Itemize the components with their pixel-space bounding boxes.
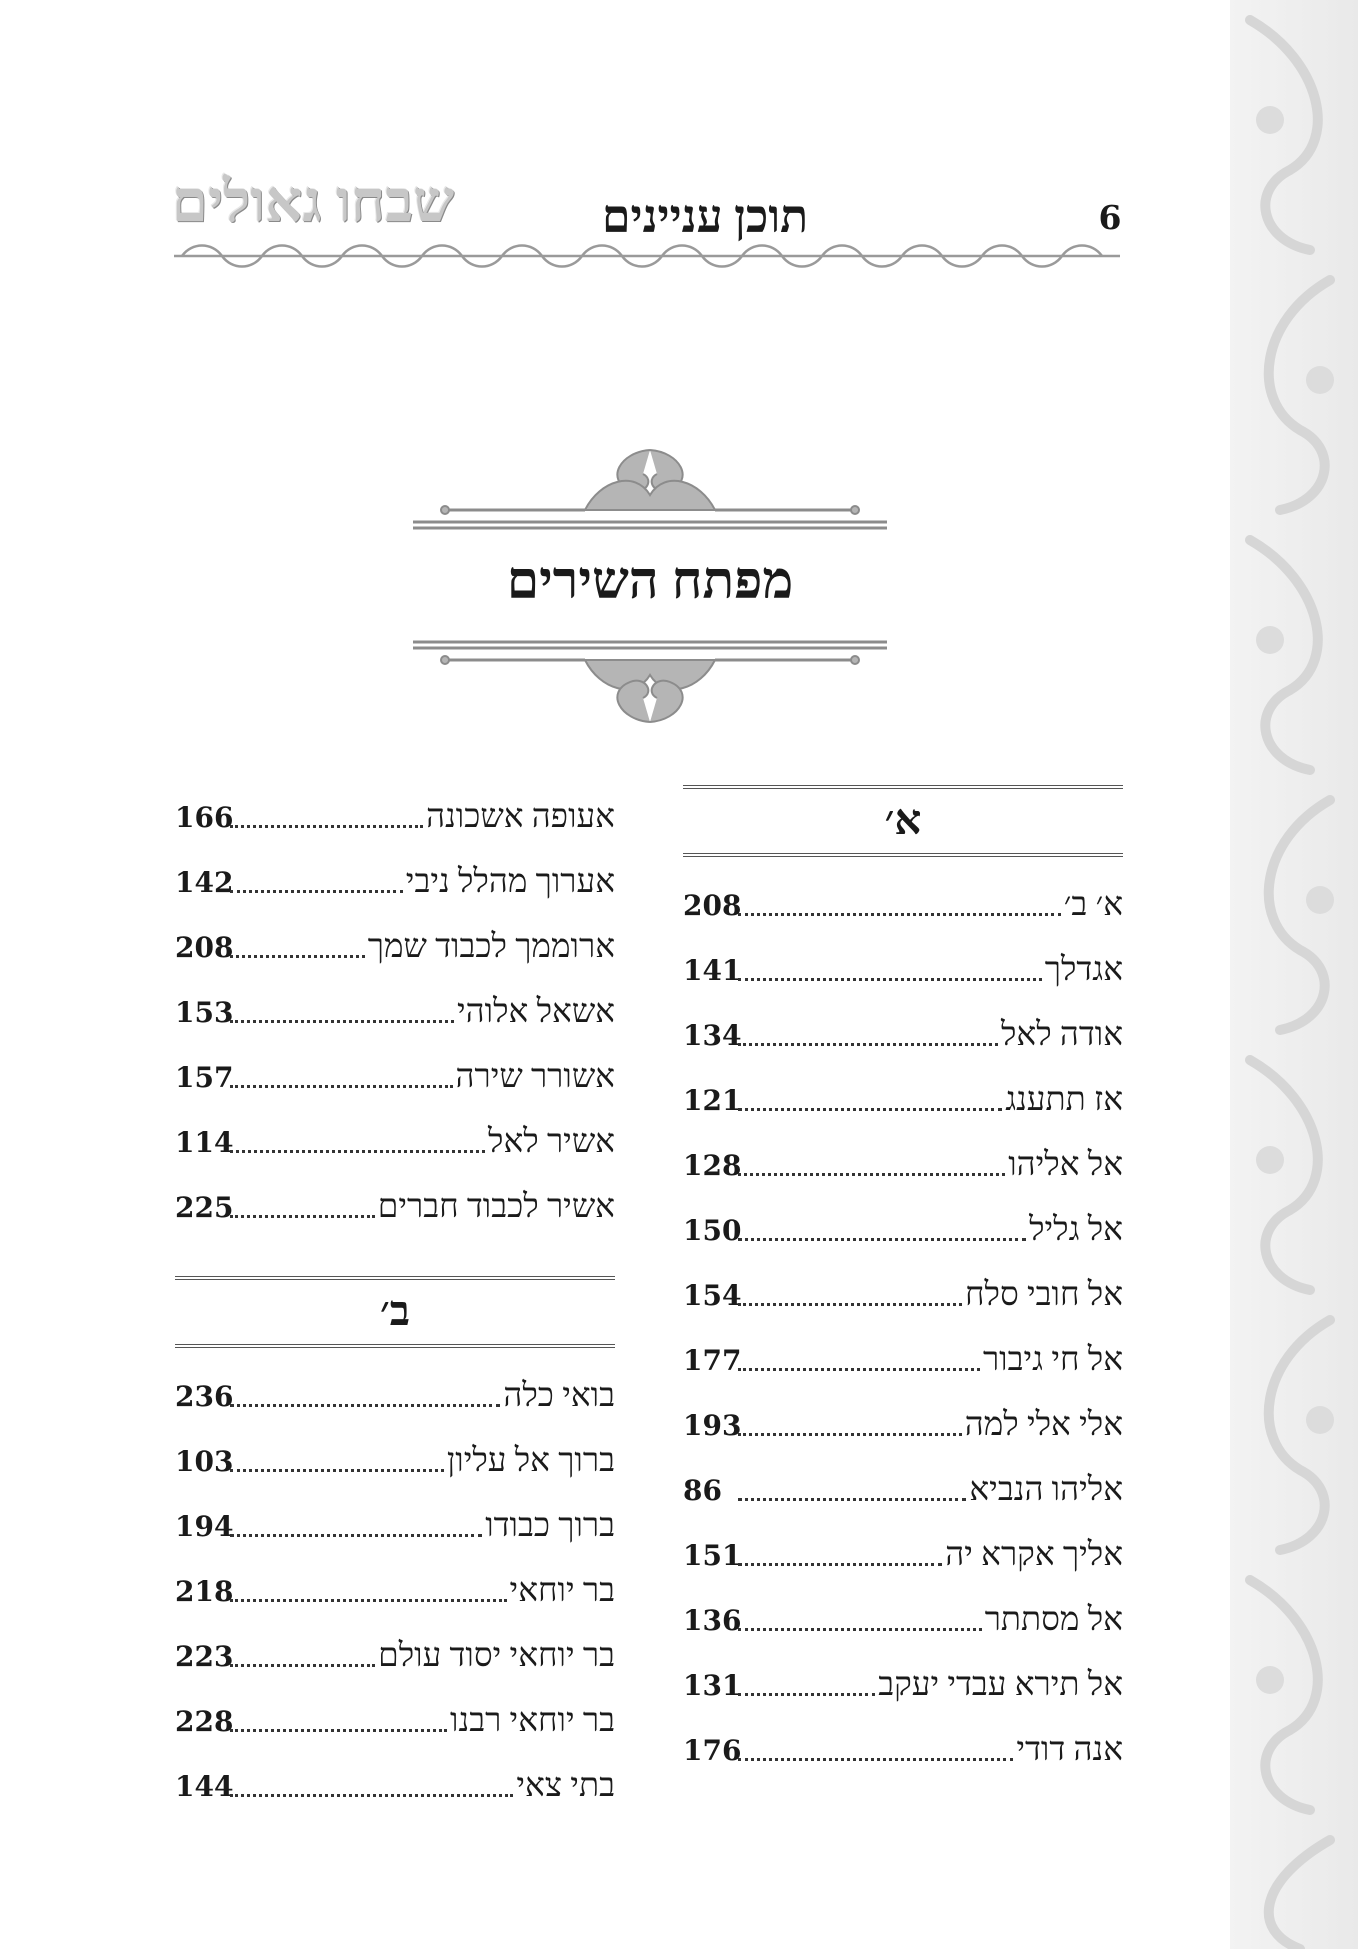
dot-leader — [738, 1173, 1005, 1176]
entry-title: אל חי גיבור — [982, 1342, 1123, 1378]
book-title-logo: שבחו גאולים — [171, 169, 455, 234]
entry-page: 153 — [175, 996, 234, 1029]
entry-list — [175, 785, 615, 1240]
index-entry — [175, 785, 615, 850]
entry-page: 114 — [175, 1126, 234, 1159]
dot-leader — [738, 913, 1061, 916]
index-entry — [683, 1718, 1123, 1783]
dot-leader — [738, 1433, 962, 1436]
index-entry — [683, 1133, 1123, 1198]
entry-title: אז תתענג — [1005, 1082, 1123, 1118]
index-entry — [683, 1263, 1123, 1328]
dot-leader — [230, 1215, 375, 1218]
entry-title: אשיר לאל — [488, 1124, 615, 1160]
index-entry — [175, 1364, 615, 1429]
dot-leader — [230, 1664, 375, 1667]
index-entry — [175, 915, 615, 980]
dot-leader — [738, 978, 1042, 981]
entry-title: אליך אקרא יה — [945, 1537, 1123, 1573]
entry-page: 208 — [175, 931, 234, 964]
decorative-side-border — [1230, 0, 1358, 1949]
dot-leader — [230, 1794, 513, 1797]
entry-title: ברוך אל עליון — [446, 1443, 615, 1479]
running-title: תוכן עניינים — [601, 191, 809, 242]
entry-page: 154 — [683, 1279, 742, 1312]
entry-page: 86 — [683, 1474, 722, 1507]
entry-page: 193 — [683, 1409, 742, 1442]
dot-leader — [738, 1563, 942, 1566]
dot-leader — [230, 1020, 454, 1023]
dot-leader — [738, 1498, 966, 1501]
entry-page: 228 — [175, 1705, 234, 1738]
index-entry — [175, 1689, 615, 1754]
entry-title: אשיר לכבוד חברים — [377, 1189, 615, 1225]
index-entry — [175, 1559, 615, 1624]
index-entry — [683, 1198, 1123, 1263]
dot-leader — [230, 825, 423, 828]
index-entry — [175, 1045, 615, 1110]
index-column-left — [175, 785, 615, 1819]
index-entry — [175, 1175, 615, 1240]
entry-title: אערוך מהלל ניבי — [405, 864, 615, 900]
index-entry — [683, 1328, 1123, 1393]
dot-leader — [738, 1758, 1013, 1761]
dot-leader — [738, 1628, 982, 1631]
entry-title: ארוממך לכבוד שמך — [367, 929, 615, 965]
dot-leader — [738, 1693, 875, 1696]
entry-title: אליהו הנביא — [969, 1472, 1123, 1508]
entry-title: אל תירא עבדי יעקב — [878, 1667, 1123, 1703]
dot-leader — [230, 1404, 500, 1407]
entry-page: 176 — [683, 1734, 742, 1767]
dot-leader — [738, 1108, 1002, 1111]
entry-page: 121 — [683, 1084, 742, 1117]
index-entry — [175, 850, 615, 915]
letter-heading: א׳ — [683, 785, 1123, 857]
entry-page: 177 — [683, 1344, 742, 1377]
entry-page: 225 — [175, 1191, 234, 1224]
dot-leader — [230, 1534, 482, 1537]
entry-title: אשאל אלוהי — [457, 994, 615, 1030]
entry-page: 166 — [175, 801, 234, 834]
index-entry — [683, 1393, 1123, 1458]
entry-title: אעופה אשכונה — [426, 799, 615, 835]
entry-title: בואי כלה — [503, 1378, 615, 1414]
entry-page: 218 — [175, 1575, 234, 1608]
index-entry — [175, 1494, 615, 1559]
dot-leader — [230, 1729, 447, 1732]
dot-leader — [230, 1599, 507, 1602]
entry-page: 194 — [175, 1510, 234, 1543]
index-entry — [683, 1003, 1123, 1068]
entry-title: אודה לאל — [1000, 1017, 1123, 1053]
entry-title: בר יוחאי רבנו — [450, 1703, 615, 1739]
entry-page: 208 — [683, 889, 742, 922]
entry-title: אשורר שירה — [455, 1059, 615, 1095]
entry-page: 131 — [683, 1669, 742, 1702]
entry-page: 151 — [683, 1539, 742, 1572]
dot-leader — [230, 1085, 453, 1088]
entry-page: 150 — [683, 1214, 742, 1247]
entry-title: ברוך כבודו — [485, 1508, 615, 1544]
page-number: 6 — [1098, 198, 1122, 237]
header-ornament-rule — [172, 244, 1122, 268]
entry-title: אלי אלי למה — [964, 1407, 1123, 1443]
dot-leader — [230, 1469, 444, 1472]
dot-leader — [738, 1043, 998, 1046]
entry-page: 128 — [683, 1149, 742, 1182]
dot-leader — [230, 1150, 485, 1153]
entry-page: 144 — [175, 1770, 234, 1803]
dot-leader — [738, 1238, 1026, 1241]
index-entry — [683, 1523, 1123, 1588]
letter-heading: ב׳ — [175, 1276, 615, 1348]
scroll-ornament-icon — [1230, 0, 1358, 1949]
index-entry — [683, 1458, 1123, 1523]
index-entry — [175, 1754, 615, 1819]
letter-group — [175, 1276, 615, 1819]
section-title: מפתח השירים — [506, 553, 794, 610]
index-entry — [683, 1653, 1123, 1718]
entry-page: 141 — [683, 954, 742, 987]
entry-title: בר יוחאי — [509, 1573, 615, 1609]
index-entry — [175, 1624, 615, 1689]
entry-title: בתי צאי — [516, 1768, 615, 1804]
dot-leader — [230, 890, 403, 893]
dot-leader — [230, 955, 365, 958]
index-entry — [683, 1068, 1123, 1133]
entry-title: אל חובי סלח — [964, 1277, 1123, 1313]
entry-page: 134 — [683, 1019, 742, 1052]
index-entry — [175, 980, 615, 1045]
index-entry — [175, 1429, 615, 1494]
entry-page: 103 — [175, 1445, 234, 1478]
index-column-right — [683, 785, 1123, 1783]
dot-leader — [738, 1303, 962, 1306]
index-entry — [683, 873, 1123, 938]
index-entry — [683, 1588, 1123, 1653]
dot-leader — [738, 1368, 980, 1371]
entry-title: אל גליל — [1029, 1212, 1123, 1248]
index-entry — [683, 938, 1123, 1003]
entry-page: 236 — [175, 1380, 234, 1413]
entry-title: אגדלך — [1044, 952, 1123, 988]
entry-page: 157 — [175, 1061, 234, 1094]
entry-title: אל אליהו — [1008, 1147, 1123, 1183]
entry-title: אל מסתתר — [984, 1602, 1123, 1638]
entry-page: 136 — [683, 1604, 742, 1637]
entry-page: 142 — [175, 866, 234, 899]
entry-page: 223 — [175, 1640, 234, 1673]
entry-title: בר יוחאי יסוד עולם — [378, 1638, 615, 1674]
entry-list — [683, 873, 1123, 1783]
entry-title: א׳ ב׳ — [1063, 887, 1123, 923]
index-entry — [175, 1110, 615, 1175]
entry-title: אנה דודי — [1016, 1732, 1123, 1768]
